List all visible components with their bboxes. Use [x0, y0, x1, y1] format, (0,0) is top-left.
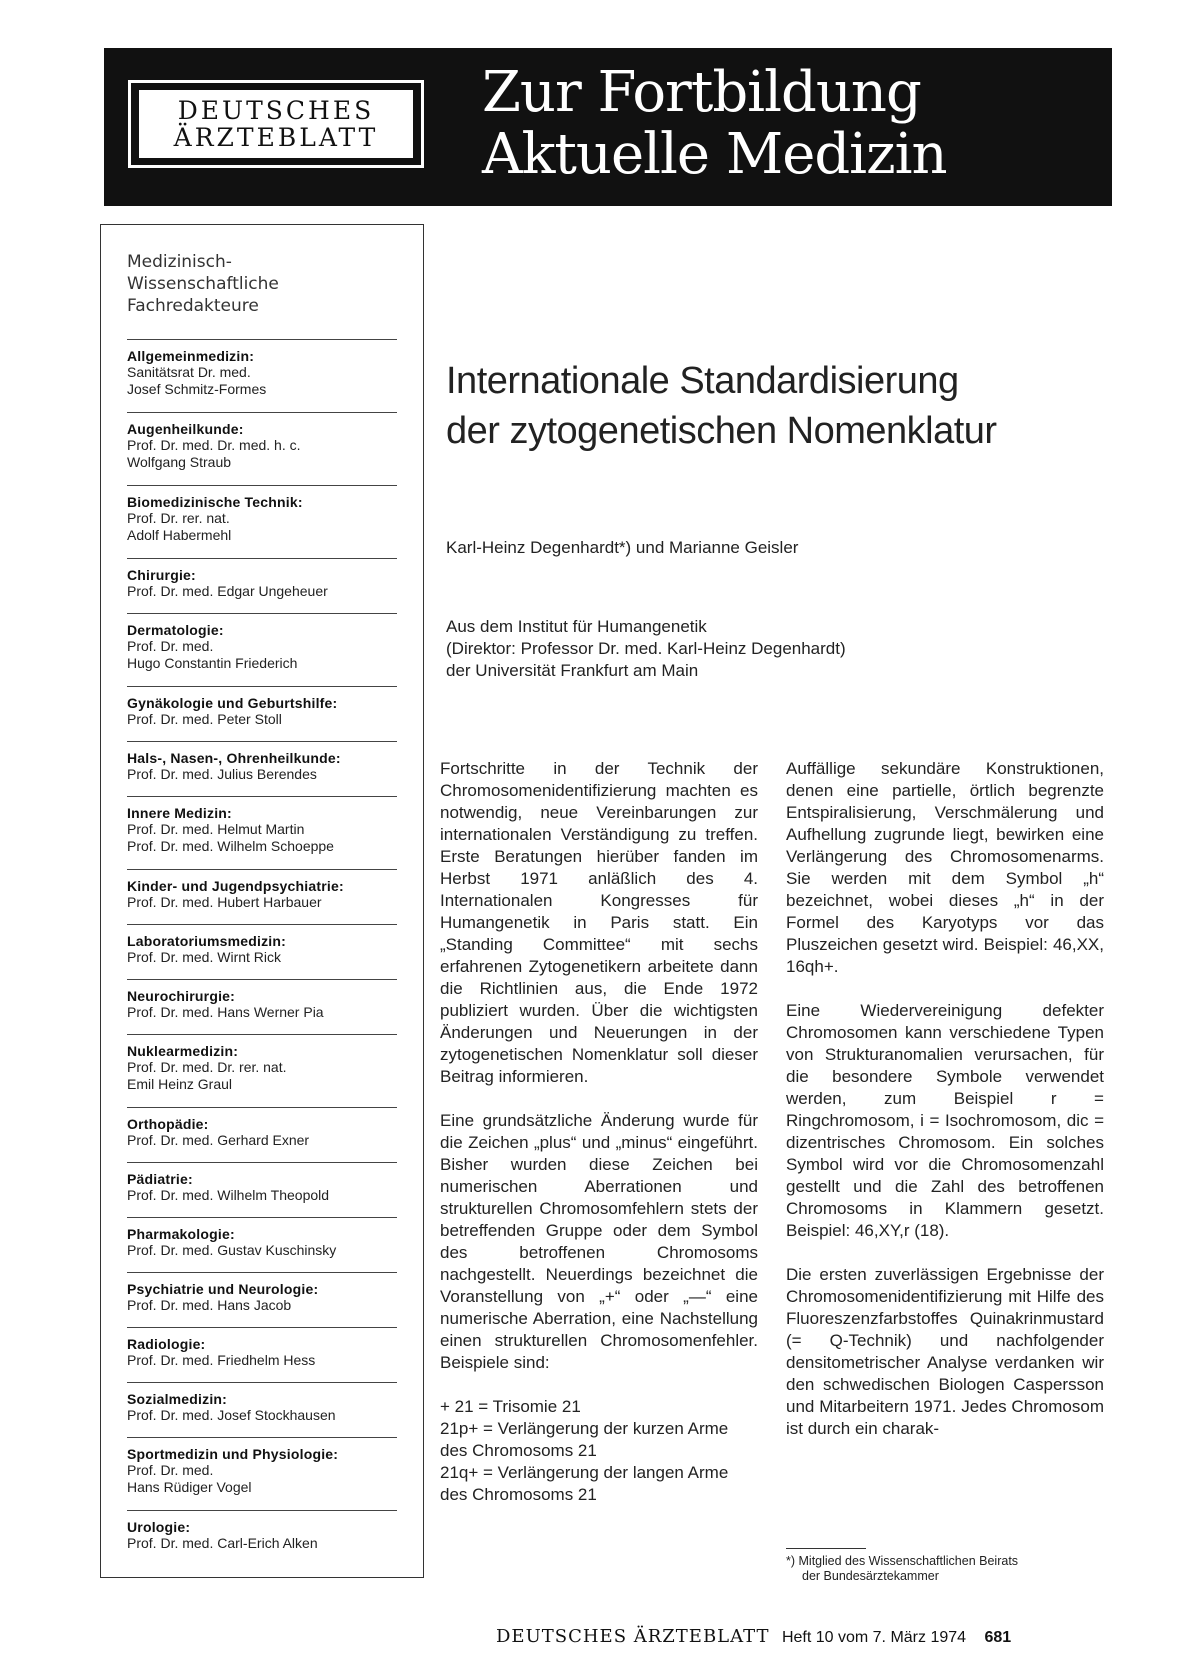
- section-title-line-2: Aktuelle Medizin: [482, 122, 947, 187]
- paragraph: Auffällige sekundäre Konstruktionen, denen eine partielle, örtlich begrenzte Entspiralisierung, Verschmälerung und Aufhellung zugrunde liegt, bewirken eine Verlängerung des Chromosomenarms. Sie werden mit dem Symbol „h“ bezeichnet, wobei dieses „h“ in der Formel des Karyotyps vor das Pluszeichen gesetzt wird. Beispiel: 46,XX, 16qh+.: [786, 759, 1104, 976]
- editor-name: Hans Rüdiger Vogel: [127, 1479, 252, 1495]
- editor-name: Prof. Dr. med. Helmut Martin: [127, 821, 305, 837]
- article-column-1: [440, 758, 758, 1506]
- editor-name: Emil Heinz Graul: [127, 1076, 233, 1092]
- editor-entry: [127, 1382, 397, 1437]
- editor-entry: [127, 1034, 397, 1107]
- editor-entry: [127, 1510, 397, 1565]
- editor-entry: [127, 1437, 397, 1510]
- editor-entry: [127, 485, 397, 558]
- editor-entry: [127, 412, 397, 485]
- institute-line-3: der Universität Frankfurt am Main: [446, 661, 699, 680]
- article-institute: [446, 616, 846, 682]
- editor-field: Dermatologie:: [127, 622, 224, 638]
- institute-line-1: Aus dem Institut für Humangenetik: [446, 617, 707, 636]
- editor-field: Radiologie:: [127, 1336, 206, 1352]
- journal-logo: [128, 80, 424, 168]
- editor-field: Kinder- und Jugendpsychiatrie:: [127, 878, 344, 894]
- formula-example: + 21 = Trisomie 21: [440, 1397, 581, 1416]
- paragraph: Eine Wiedervereinigung defekter Chromosomen kann verschiedene Typen von Strukturanomalien verursachen, für die besondere Symbole verwendet werden, zum Beispiel r = Ringchromosom, i = Isochromosom, dic = dizentrisches Chromosom. Ein solches Symbol wird vor die Chromosomenzahl gestellt und die Zahl des betroffenen Chromosoms in Klammern gesetzt. Beispiel: 46,XY,r (18).: [786, 1001, 1104, 1240]
- editor-field: Urologie:: [127, 1519, 191, 1535]
- institute-line-2: (Direktor: Professor Dr. med. Karl-Heinz Degenhardt): [446, 639, 846, 658]
- editor-name: Prof. Dr. med. Carl-Erich Alken: [127, 1535, 318, 1551]
- editor-entry: [127, 1272, 397, 1327]
- paragraph: Fortschritte in der Technik der Chromosomenidentifizierung machten es notwendig, neue Vereinbarungen zur internationalen Verständigung zu treffen. Erste Beratungen hierüber fanden im Herbst 1971 anläßlich des 4. Internationalen Kongresses für Humangenetik in Paris statt. Ein „Standing Committee“ mit sechs erfahrenen Zytogenetikern arbeitete dann die Richtlinien aus, die Ende 1972 publiziert wurden. Über die wichtigsten Änderungen und Neuerungen in der zytogenetischen Nomenklatur soll dieser Beitrag informieren.: [440, 759, 758, 1086]
- sidebar-heading-line-2: Wissenschaftliche: [127, 274, 279, 294]
- editor-field: Allgemeinmedizin:: [127, 348, 255, 364]
- editor-name: Prof. Dr. med. Wilhelm Schoeppe: [127, 838, 334, 854]
- editor-name: Prof. Dr. med. Wilhelm Theopold: [127, 1187, 330, 1203]
- editor-field: Augenheilkunde:: [127, 421, 244, 437]
- editor-name: Prof. Dr. med. Peter Stoll: [127, 711, 282, 727]
- editor-entry: [127, 1327, 397, 1382]
- footnote-divider: [786, 1548, 866, 1549]
- formula-example: 21q+ = Verlängerung der langen Arme des Chromosoms 21: [440, 1463, 729, 1504]
- editor-name: Prof. Dr. med. Julius Berendes: [127, 766, 317, 782]
- editor-field: Nuklearmedizin:: [127, 1043, 239, 1059]
- editor-name: Sanitätsrat Dr. med.: [127, 364, 251, 380]
- editor-field: Gynäkologie und Geburtshilfe:: [127, 695, 338, 711]
- logo-line-1: DEUTSCHES: [177, 96, 375, 125]
- editor-field: Sportmedizin und Physiologie:: [127, 1446, 339, 1462]
- editor-field: Hals-, Nasen-, Ohrenheilkunde:: [127, 750, 341, 766]
- footnote-line-2: der Bundesärztekammer: [802, 1569, 939, 1583]
- editors-list: [127, 339, 397, 1565]
- editor-name: Prof. Dr. med. Hans Werner Pia: [127, 1004, 324, 1020]
- editor-name: Prof. Dr. med.: [127, 1462, 214, 1478]
- editor-field: Neurochirurgie:: [127, 988, 236, 1004]
- formula-example: 21p+ = Verlängerung der kurzen Arme des Chromosoms 21: [440, 1419, 729, 1460]
- footnote-line-1: *) Mitglied des Wissenschaftlichen Beirats: [786, 1554, 1019, 1568]
- editor-entry: [127, 796, 397, 869]
- editor-name: Prof. Dr. med. Gerhard Exner: [127, 1132, 310, 1148]
- paragraph: Die ersten zuverlässigen Ergebnisse der Chromosomenidentifizierung mit Hilfe des Fluoreszenzfarbstoffes Quinakrinmustard (= Q-Technik) und nachfolgender densitometrischer Analyse verdanken wir den schwedischen Biologen Caspersson und Mitarbeitern 1971. Jedes Chromosom ist durch ein charak-: [786, 1265, 1104, 1438]
- editor-field: Biomedizinische Technik:: [127, 494, 303, 510]
- editor-field: Orthopädie:: [127, 1116, 209, 1132]
- editor-entry: [127, 613, 397, 686]
- editor-entry: [127, 1107, 397, 1162]
- editor-name: Josef Schmitz-Formes: [127, 381, 267, 397]
- editor-name: Prof. Dr. med. Friedhelm Hess: [127, 1352, 316, 1368]
- editor-name: Prof. Dr. med. Hans Jacob: [127, 1297, 292, 1313]
- article-authors: Karl-Heinz Degenhardt*) und Marianne Geisler: [446, 538, 799, 557]
- editor-entry: [127, 686, 397, 741]
- logo-line-2: ÄRZTEBLATT: [173, 123, 379, 152]
- editor-name: Prof. Dr. med.: [127, 638, 214, 654]
- editor-field: Sozialmedizin:: [127, 1391, 228, 1407]
- editor-name: Prof. Dr. rer. nat.: [127, 510, 230, 526]
- editor-name: Prof. Dr. med. Wirnt Rick: [127, 949, 282, 965]
- editor-name: Prof. Dr. med. Hubert Harbauer: [127, 894, 322, 910]
- footer-issue: Heft 10 vom 7. März 1974: [781, 1629, 967, 1646]
- article-title-line-2: der zytogenetischen Nomenklatur: [446, 410, 997, 452]
- editor-entry: [127, 1162, 397, 1217]
- editor-name: Prof. Dr. med. Dr. rer. nat.: [127, 1059, 287, 1075]
- editor-entry: [127, 869, 397, 924]
- editor-field: Chirurgie:: [127, 567, 196, 583]
- editor-field: Pharmakologie:: [127, 1226, 235, 1242]
- editor-field: Laboratoriumsmedizin:: [127, 933, 286, 949]
- page-number: 681: [984, 1629, 1012, 1646]
- footer-journal: DEUTSCHES ÄRZTEBLATT: [496, 1626, 770, 1647]
- editor-field: Innere Medizin:: [127, 805, 232, 821]
- sidebar-heading-line-1: Medizinisch-: [127, 252, 232, 272]
- editor-entry: [127, 979, 397, 1034]
- editor-entry: [127, 1217, 397, 1272]
- editor-entry: [127, 339, 397, 412]
- sidebar-heading-line-3: Fachredakteure: [127, 296, 259, 316]
- editor-name: Prof. Dr. med. Josef Stockhausen: [127, 1407, 336, 1423]
- footnote: [786, 1554, 1116, 1584]
- page-footer: [496, 1626, 1011, 1647]
- editor-entry: [127, 741, 397, 796]
- editor-name: Prof. Dr. med. Edgar Ungeheuer: [127, 583, 328, 599]
- paragraph: Eine grundsätzliche Änderung wurde für die Zeichen „plus“ und „minus“ eingeführt. Bisher wurden diese Zeichen bei numerischen Aberrationen und strukturellen Chromosomfehlern stets der betreffenden Gruppe oder dem Symbol des betroffenen Chromosoms nachgestellt. Neuerdings bezeichnet die Voranstellung von „+“ oder „—“ eine numerische Aberration, eine Nachstellung einen strukturellen Chromosomenfehler. Beispiele sind:: [440, 1111, 758, 1372]
- editor-name: Wolfgang Straub: [127, 454, 232, 470]
- section-title: [482, 62, 947, 186]
- editor-field: Psychiatrie und Neurologie:: [127, 1281, 319, 1297]
- sidebar-heading: [127, 251, 279, 317]
- editor-name: Hugo Constantin Friederich: [127, 655, 298, 671]
- editor-entry: [127, 558, 397, 613]
- editor-name: Prof. Dr. med. Gustav Kuschinsky: [127, 1242, 337, 1258]
- editor-field: Pädiatrie:: [127, 1171, 193, 1187]
- editors-sidebar: [100, 224, 424, 1578]
- editor-name: Adolf Habermehl: [127, 527, 232, 543]
- editor-entry: [127, 924, 397, 979]
- header-banner: [104, 48, 1112, 206]
- article-title-line-1: Internationale Standardisierung: [446, 360, 959, 402]
- section-title-line-1: Zur Fortbildung: [482, 60, 921, 125]
- editor-name: Prof. Dr. med. Dr. med. h. c.: [127, 437, 301, 453]
- article-title: [446, 356, 997, 456]
- article-column-2: [786, 758, 1104, 1462]
